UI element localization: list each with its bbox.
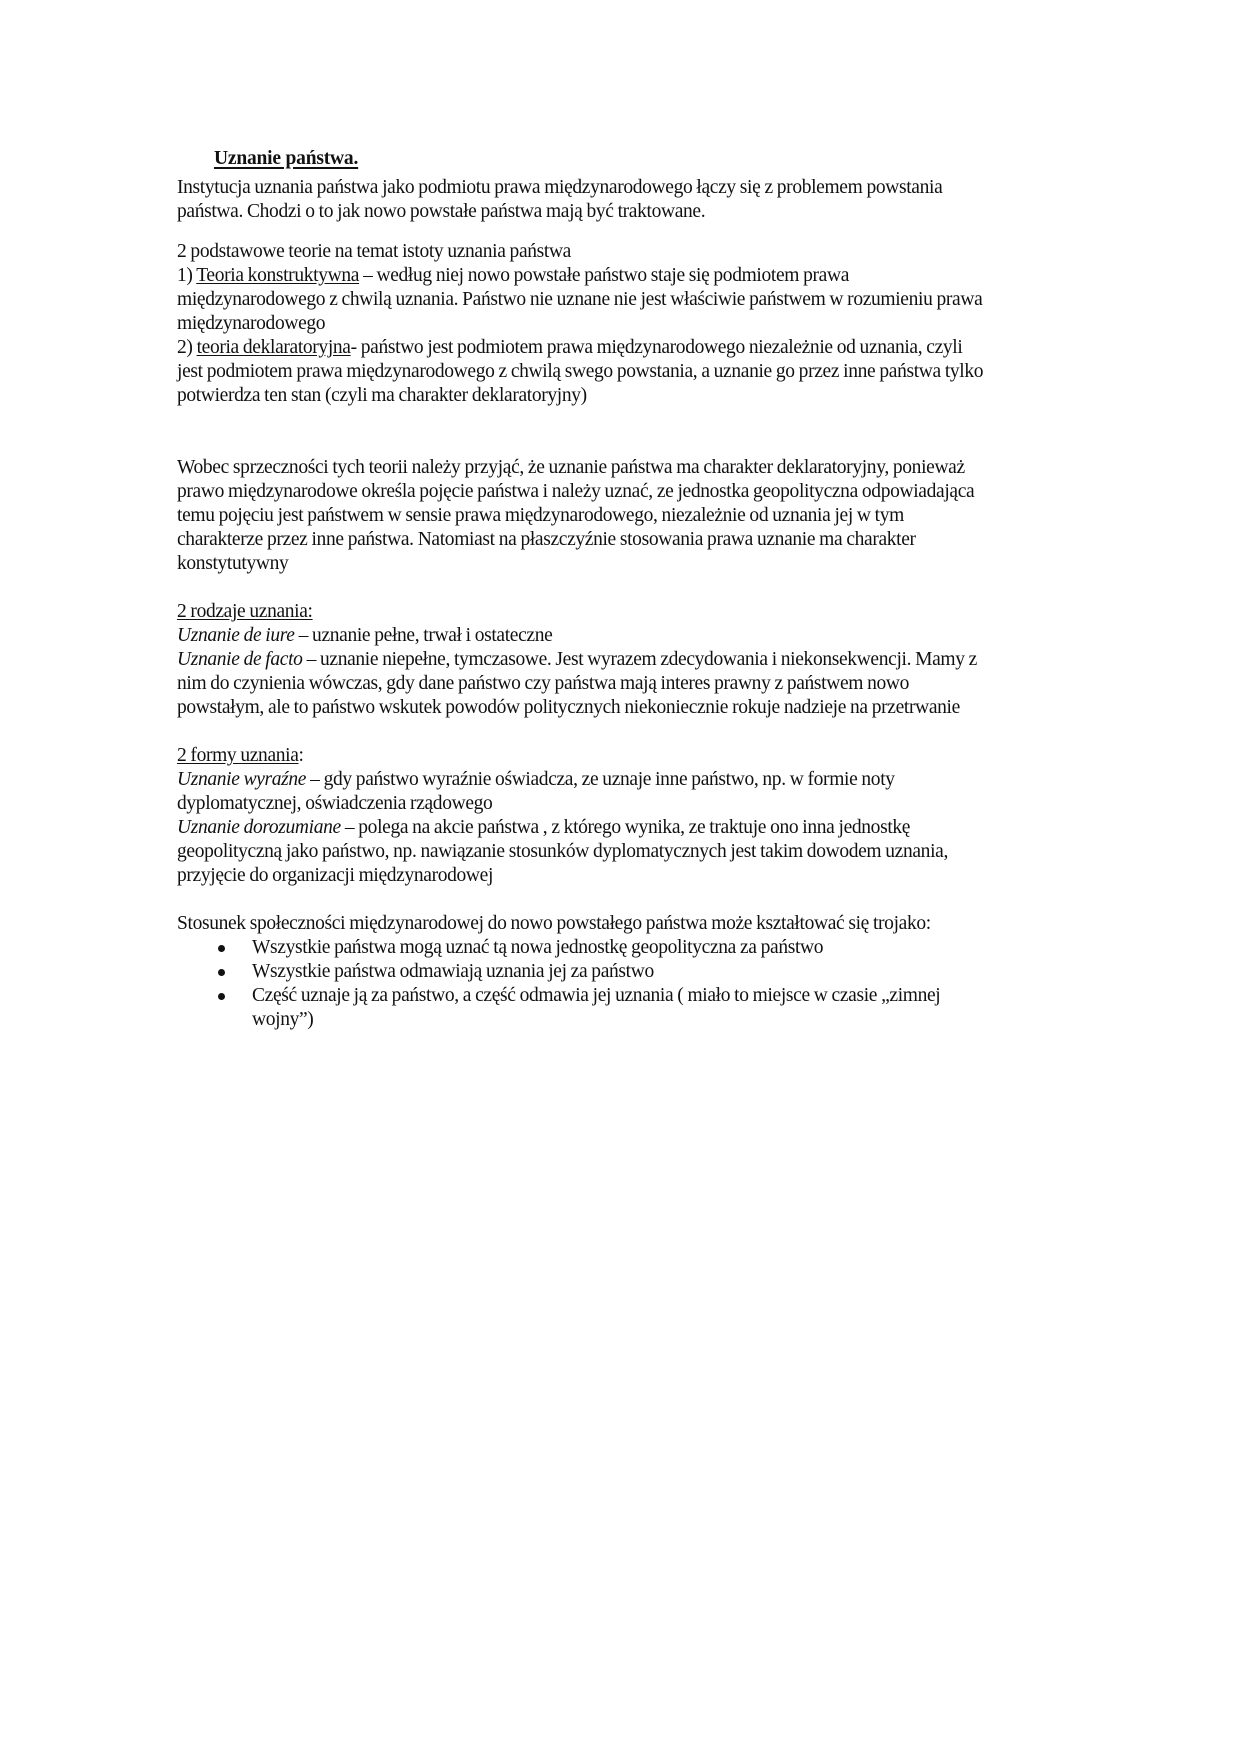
type-text: – uznanie pełne, trwał i ostateczne xyxy=(294,625,553,646)
list-item xyxy=(177,984,1107,1032)
form-text-line: geopolityczną jako państwo, np. nawiązanie stosunków dyplomatycznych jest takim dowodem uznania, xyxy=(177,841,948,862)
theories-section xyxy=(177,240,1107,408)
list-item-text: Wszystkie państwa mogą uznać tą nowa jednostkę geopolityczna za państwo xyxy=(252,937,824,958)
conclusion-line: charakterze przez inne państwa. Natomiast na płaszczyźnie stosowania prawa uznanie ma charakter xyxy=(177,529,916,550)
theory-term: Teoria konstruktywna xyxy=(196,265,360,286)
theory-text-line: międzynarodowego xyxy=(177,313,326,334)
relations-intro-line: Stosunek społeczności międzynarodowej do nowo powstałego państwa może kształtować się trojako: xyxy=(177,913,931,934)
conclusion-line: temu pojęciu jest państwem w sensie prawa międzynarodowego, niezależnie od uznania jej w tym xyxy=(177,505,904,526)
type-item-de-iure xyxy=(177,624,1107,648)
theory-item-constructive xyxy=(177,264,1107,288)
theory-text-line: międzynarodowego z chwilą uznania. Państwo nie uznane nie jest właściwie państwem w rozumieniu prawa xyxy=(177,289,983,310)
forms-heading-line xyxy=(177,744,1107,768)
list-item-text: Część uznaje ją za państwo, a część odmawia jej uznania ( miało to miejsce w czasie „zimnej xyxy=(252,985,941,1006)
conclusion-paragraph xyxy=(177,456,1107,576)
form-item-implied xyxy=(177,816,1107,840)
types-heading: 2 rodzaje uznania: xyxy=(177,601,313,622)
form-term: Uznanie wyraźne xyxy=(177,769,307,790)
theory-text-line: potwierdza ten stan (czyli ma charakter deklaratoryjny) xyxy=(177,385,587,406)
bullet-dot-icon xyxy=(218,945,225,952)
form-text-line: przyjęcie do organizacji międzynarodowej xyxy=(177,865,494,886)
types-section xyxy=(177,600,1107,720)
type-text: – uznanie niepełne, tymczasowe. Jest wyrazem zdecydowania i niekonsekwencji. Mamy z xyxy=(302,649,977,670)
form-text: – polega na akcie państwa , z którego wynika, ze traktuje ono inna jednostkę xyxy=(340,817,911,838)
intro-line: państwa. Chodzi o to jak nowo powstałe państwa mają być traktowane. xyxy=(177,201,706,222)
theory-text-line: jest podmiotem prawa międzynarodowego z chwilą swego powstania, a uznanie go przez inne państwa tylko xyxy=(177,361,984,382)
form-text-line: dyplomatycznej, oświadczenia rządowego xyxy=(177,793,493,814)
bullet-dot-icon xyxy=(218,993,225,1000)
form-term: Uznanie dorozumiane xyxy=(177,817,341,838)
theory-text: – według niej nowo powstałe państwo staje się podmiotem prawa xyxy=(359,265,849,286)
forms-heading: 2 formy uznania xyxy=(177,745,299,766)
forms-section xyxy=(177,744,1107,888)
theory-text: - państwo jest podmiotem prawa międzynarodowego niezależnie od uznania, czyli xyxy=(350,337,963,358)
intro-paragraph xyxy=(177,176,1107,224)
list-item xyxy=(177,936,1107,960)
conclusion-line: prawo międzynarodowe określa pojęcie państwa i należy uznać, ze jednostka geopolityczna odpowiadająca xyxy=(177,481,975,502)
type-text-line: powstałym, ale to państwo wskutek powodów politycznych niekoniecznie rokuje nadzieje na przetrwanie xyxy=(177,697,960,718)
conclusion-line: konstytutywny xyxy=(177,553,289,574)
list-item-text: wojny”) xyxy=(252,1009,314,1030)
list-item xyxy=(177,960,1107,984)
theory-number: 1) xyxy=(177,265,193,286)
theory-term: teoria deklaratoryjna xyxy=(196,337,351,358)
relations-intro xyxy=(177,912,1107,936)
type-term: Uznanie de facto xyxy=(177,649,303,670)
relations-bullet-list xyxy=(177,936,1107,1032)
bullet-dot-icon xyxy=(218,969,225,976)
page-title: Uznanie państwa. xyxy=(214,148,359,169)
list-item-text: Wszystkie państwa odmawiają uznania jej za państwo xyxy=(252,961,654,982)
type-term: Uznanie de iure xyxy=(177,625,295,646)
theory-item-declaratory xyxy=(177,336,1107,360)
theory-number: 2) xyxy=(177,337,193,358)
form-text: – gdy państwo wyraźnie oświadcza, ze uznaje inne państwo, np. w formie noty xyxy=(306,769,895,790)
intro-line: Instytucja uznania państwa jako podmiotu prawa międzynarodowego łączy się z problemem powstania xyxy=(177,177,943,198)
type-text-line: nim do czynienia wówczas, gdy dane państwo czy państwa mają interes prawny z państwem nowo xyxy=(177,673,910,694)
theories-heading: 2 podstawowe teorie na temat istoty uznania państwa xyxy=(177,241,571,262)
conclusion-line: Wobec sprzeczności tych teorii należy przyjąć, że uznanie państwa ma charakter deklaratoryjny, ponieważ xyxy=(177,457,965,478)
type-item-de-facto xyxy=(177,648,1107,672)
forms-heading-suffix: : xyxy=(298,745,304,766)
form-item-explicit xyxy=(177,768,1107,792)
